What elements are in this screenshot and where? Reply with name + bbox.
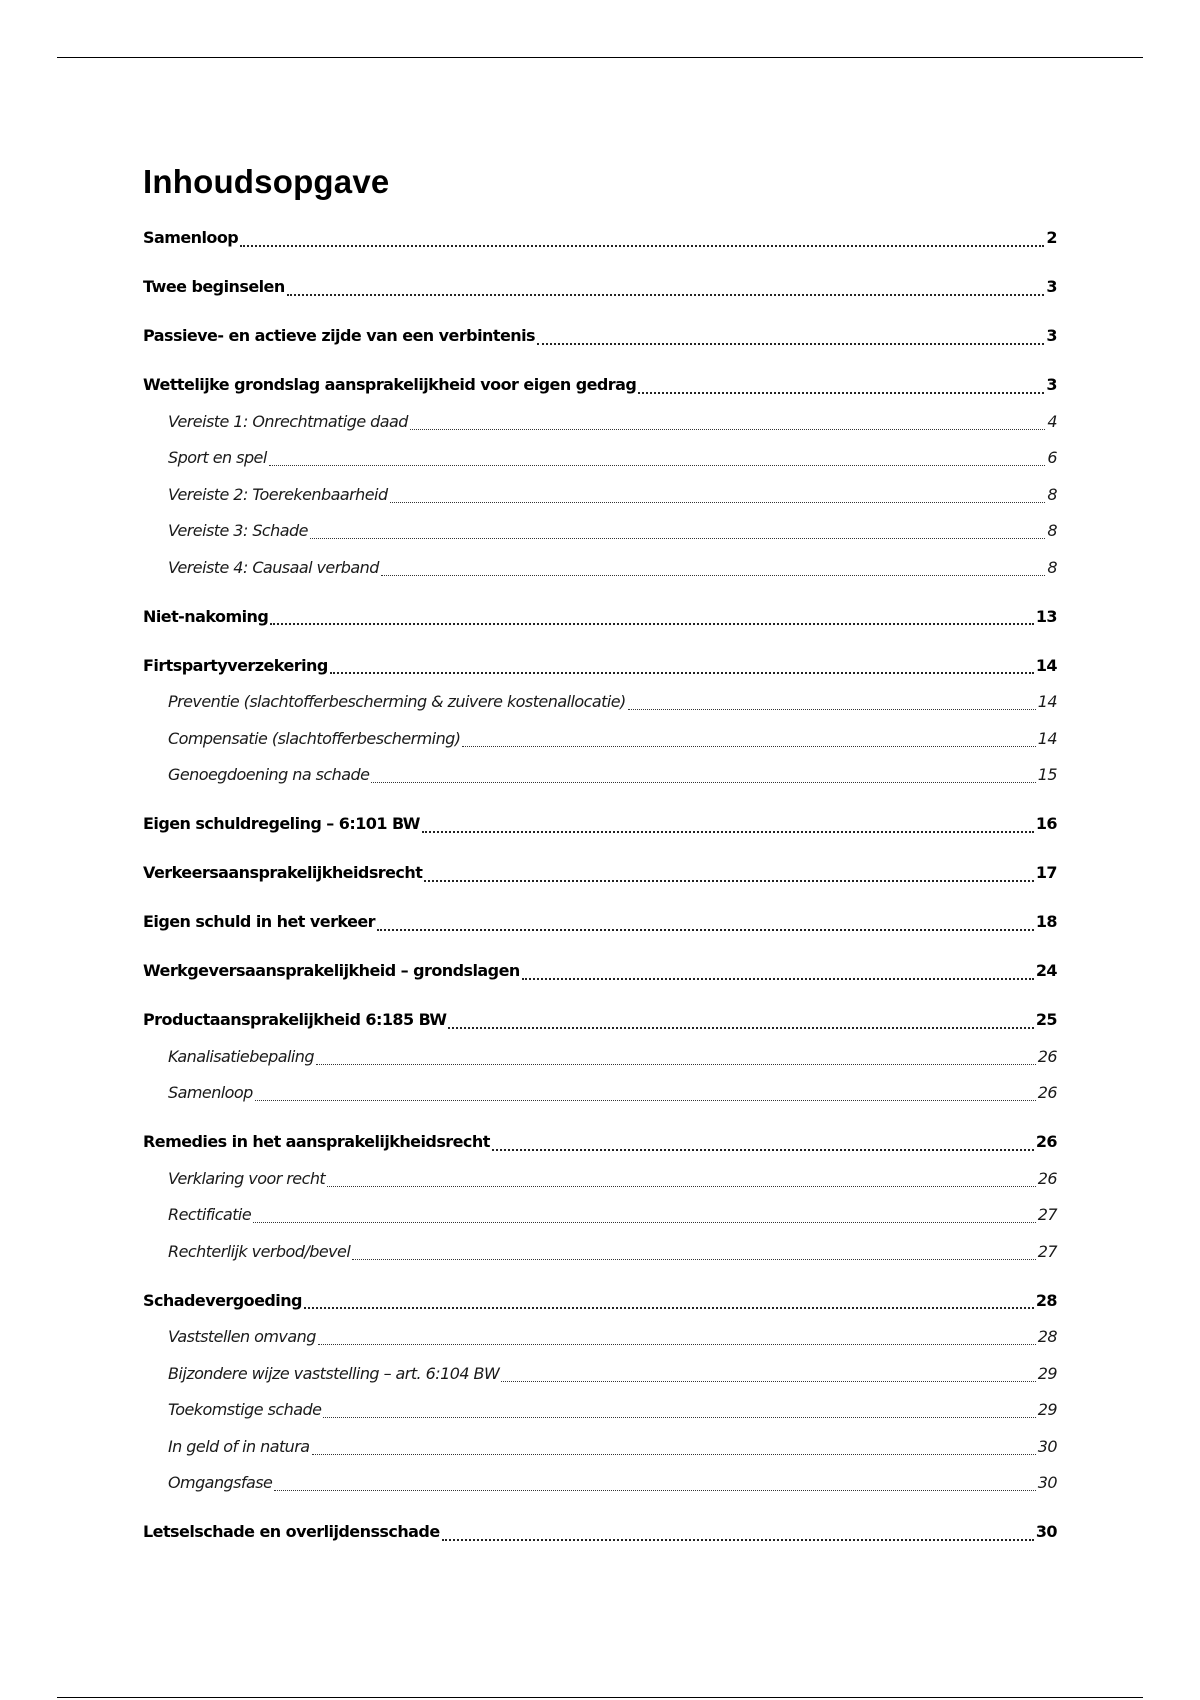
toc-entry-title: Werkgeversaansprakelijkheid – grondslagen [143,961,520,980]
toc-entry[interactable] [143,953,1057,990]
toc-page-number: 28 [1037,1327,1057,1346]
toc-page-number: 25 [1035,1010,1057,1029]
toc-page-number: 26 [1035,1132,1057,1151]
toc-entry-title: Omgangsfase [168,1473,273,1492]
toc-dot-leader [537,342,1044,345]
toc-entry[interactable] [143,904,1057,941]
toc-page-number: 30 [1037,1473,1057,1492]
toc-entry[interactable] [143,220,1057,257]
toc-entry[interactable] [143,648,1057,685]
toc-page-number: 27 [1037,1241,1057,1261]
toc-dot-leader [377,928,1034,931]
toc-entry-title: Twee beginselen [143,277,285,296]
toc-entry-title: Vaststellen omvang [168,1327,316,1346]
toc-subentry[interactable] [143,404,1057,441]
toc-entry-title: Preventie (slachtofferbescherming & zuivere kostenallocatie) [168,692,626,711]
toc-page-number: 28 [1035,1290,1057,1310]
toc-entry-title: Genoegdoening na schade [168,765,370,784]
toc-entry-title: Rechterlijk verbod/bevel [168,1241,351,1261]
toc-dot-leader [638,391,1044,394]
toc-subentry[interactable] [143,684,1057,721]
toc-entry-title: Samenloop [143,228,239,247]
toc-dot-leader [422,830,1034,833]
toc-dot-leader [492,1148,1034,1151]
toc-entry-title: Niet-nakoming [143,606,269,626]
page-title: Inhoudsopgave [143,163,390,200]
toc-entry[interactable] [143,318,1057,355]
toc-subentry[interactable] [143,757,1057,794]
toc-page-number: 24 [1035,961,1057,980]
toc-dot-leader [312,1453,1036,1455]
toc-subentry[interactable] [143,721,1057,758]
toc-dot-leader [269,464,1046,466]
toc-entry-title: Vereiste 4: Causaal verband [168,557,379,577]
header-rule [57,57,1143,58]
toc-subentry[interactable] [143,1356,1057,1393]
toc-dot-leader [352,1258,1036,1260]
footer-rule [57,1697,1143,1698]
toc-entry[interactable] [143,269,1057,306]
toc-page-number: 3 [1046,277,1057,296]
toc-entry-title: Productaansprakelijkheid 6:185 BW [143,1010,447,1029]
toc-page-number: 13 [1035,606,1057,626]
toc-subentry[interactable] [143,550,1057,587]
toc-dot-leader [323,1416,1035,1418]
toc-dot-leader [304,1306,1034,1309]
toc-page-number: 26 [1037,1168,1057,1188]
toc-page-number: 4 [1047,411,1057,431]
toc-dot-leader [501,1380,1036,1382]
toc-subentry[interactable] [143,1429,1057,1466]
toc-page-number: 8 [1047,521,1057,540]
toc-entry[interactable] [143,367,1057,404]
toc-entry-title: In geld of in natura [168,1436,310,1456]
toc-entry-title: Letselschade en overlijdensschade [143,1522,440,1541]
toc-page-number: 17 [1035,863,1057,882]
toc-dot-leader [462,745,1035,747]
toc-subentry[interactable] [143,1234,1057,1271]
toc-entry[interactable] [143,855,1057,892]
toc-page-number: 8 [1047,557,1057,577]
toc-dot-leader [318,1343,1036,1345]
toc-dot-leader [327,1185,1036,1187]
toc-page-number: 30 [1035,1522,1057,1541]
toc-entry-title: Passieve- en actieve zijde van een verbintenis [143,326,536,345]
toc-dot-leader [628,708,1036,710]
toc-entry-title: Vereiste 3: Schade [168,521,308,540]
toc-subentry[interactable] [143,1161,1057,1198]
toc-entry[interactable] [143,1002,1057,1039]
toc-entry-title: Eigen schuldregeling – 6:101 BW [143,814,420,833]
toc-page-number: 8 [1047,484,1057,504]
toc-page-number: 30 [1037,1436,1057,1456]
toc-subentry[interactable] [143,1039,1057,1076]
toc-dot-leader [448,1026,1033,1029]
toc-entry-title: Sport en spel [168,448,267,467]
toc-entry-title: Eigen schuld in het verkeer [143,912,376,931]
toc-entry-title: Kanalisatiebepaling [168,1046,314,1066]
toc-dot-leader [270,622,1034,625]
toc-entry-title: Remedies in het aansprakelijkheidsrecht [143,1132,490,1151]
toc-page-number: 26 [1037,1083,1057,1102]
toc-entry-title: Schadevergoeding [143,1290,302,1310]
toc-entry-title: Bijzondere wijze vaststelling – art. 6:104 BW [168,1363,500,1383]
toc-dot-leader [330,671,1034,674]
toc-dot-leader [522,977,1034,980]
toc-entry-title: Verklaring voor recht [168,1168,326,1188]
toc-subentry[interactable] [143,1392,1057,1429]
toc-entry-title: Vereiste 2: Toerekenbaarheid [168,484,388,504]
toc-entry[interactable] [143,599,1057,636]
toc-page-number: 16 [1035,814,1057,833]
toc-dot-leader [274,1489,1035,1491]
toc-entry[interactable] [143,1514,1057,1551]
toc-dot-leader [240,244,1044,247]
toc-page-number: 2 [1046,228,1057,247]
toc-page-number: 27 [1037,1205,1057,1224]
toc-entry-title: Vereiste 1: Onrechtmatige daad [168,411,408,431]
toc-subentry[interactable] [143,1465,1057,1502]
toc-entry-title: Firtspartyverzekering [143,655,328,675]
toc-entry[interactable] [143,1283,1057,1320]
toc-dot-leader [316,1063,1036,1065]
toc-page-number: 14 [1037,692,1057,711]
toc-entry[interactable] [143,806,1057,843]
toc-entry-title: Compensatie (slachtofferbescherming) [168,728,461,748]
toc-entry-title: Verkeersaansprakelijkheidsrecht [143,863,423,882]
toc-page-number: 15 [1037,765,1057,784]
toc-subentry[interactable] [143,1075,1057,1112]
toc-subentry[interactable] [143,513,1057,550]
toc-dot-leader [310,537,1045,539]
toc-dot-leader [442,1538,1034,1541]
toc-dot-leader [410,428,1045,430]
toc-dot-leader [371,781,1035,783]
toc-subentry[interactable] [143,477,1057,514]
toc-page-number: 29 [1037,1363,1057,1383]
toc-entry-title: Rectificatie [168,1205,252,1224]
toc-dot-leader [390,501,1046,503]
toc-subentry[interactable] [143,440,1057,477]
toc-entry-title: Toekomstige schade [168,1400,322,1419]
toc-dot-leader [287,293,1045,296]
toc-entry[interactable] [143,1124,1057,1161]
toc-page-number: 3 [1046,375,1057,394]
toc-page-number: 18 [1035,912,1057,931]
toc-entry-title: Wettelijke grondslag aansprakelijkheid voor eigen gedrag [143,375,637,394]
toc-subentry[interactable] [143,1197,1057,1234]
toc-dot-leader [255,1099,1036,1101]
toc-dot-leader [381,574,1046,576]
toc-page-number: 6 [1047,448,1057,467]
toc-page-number: 26 [1037,1046,1057,1066]
toc-page-number: 14 [1037,728,1057,748]
toc-page-number: 14 [1035,655,1057,675]
toc-page-number: 29 [1037,1400,1057,1419]
toc-dot-leader [424,879,1034,882]
table-of-contents [143,220,1057,1551]
toc-entry-title: Samenloop [168,1083,253,1102]
toc-dot-leader [253,1221,1036,1223]
toc-subentry[interactable] [143,1319,1057,1356]
toc-page-number: 3 [1046,326,1057,345]
